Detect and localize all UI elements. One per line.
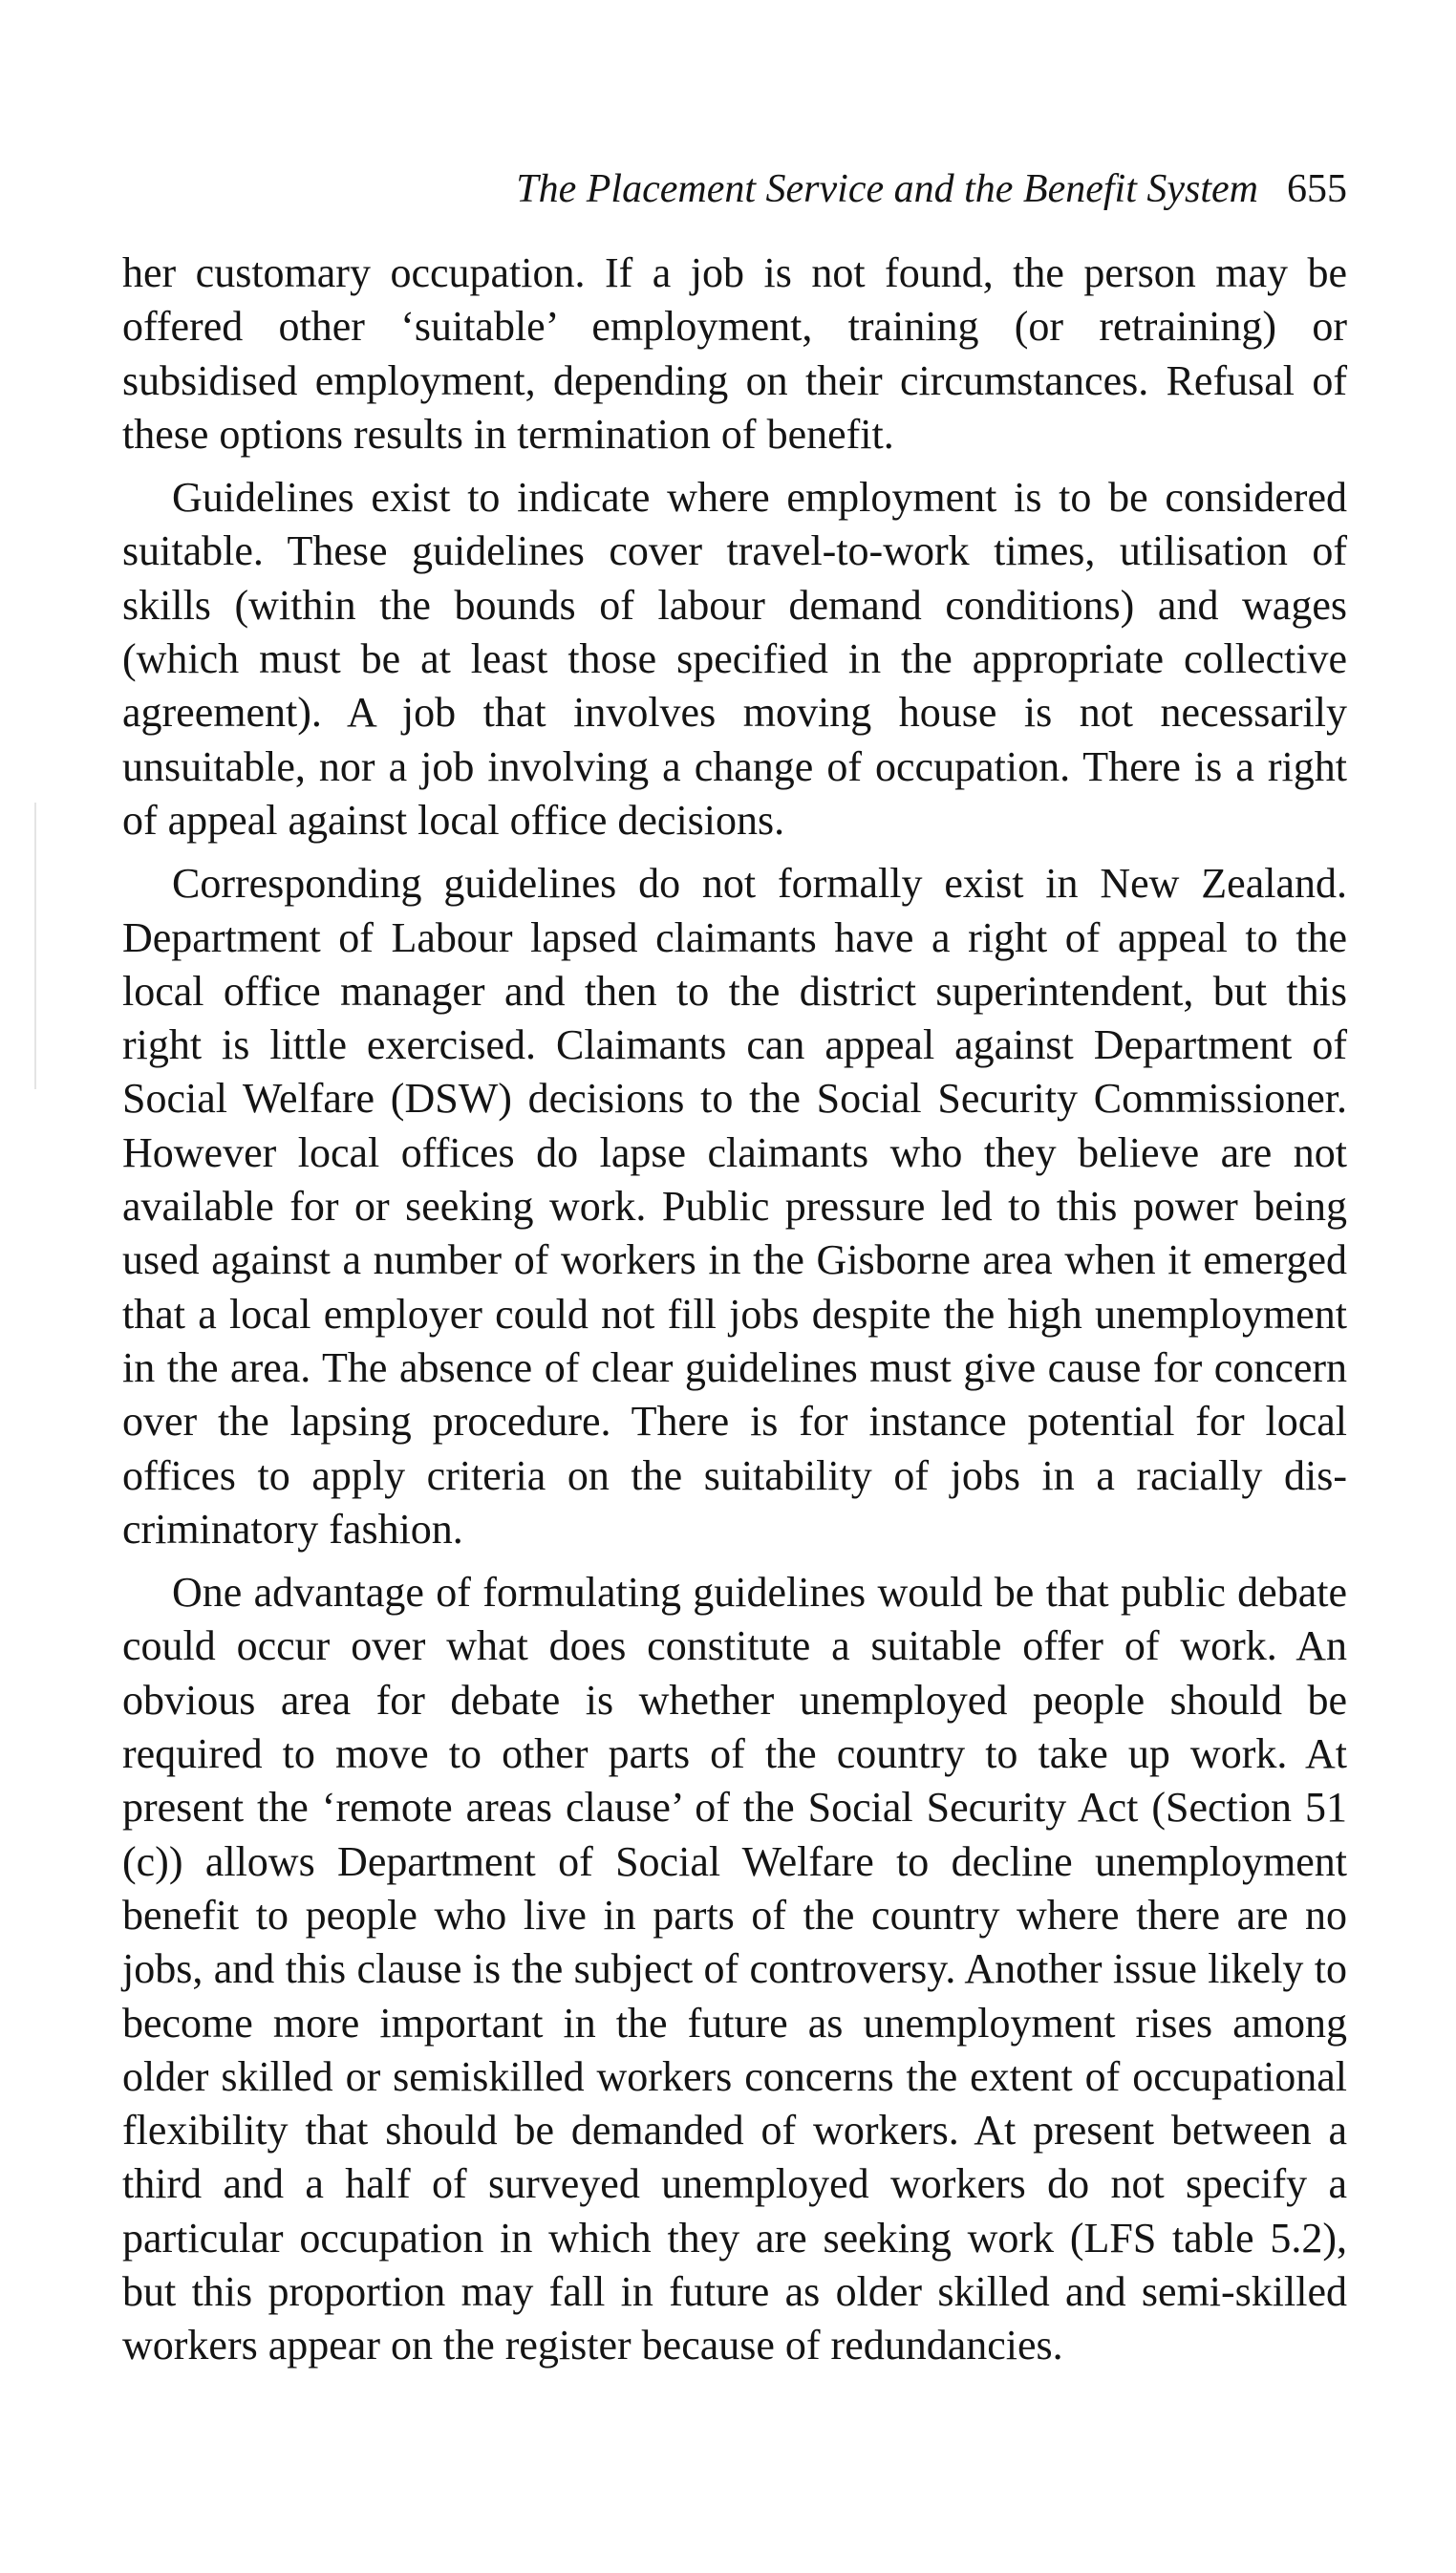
paragraph-new-zealand: Corresponding guidelines do not formally exist in New Zealand. Department of Labour lapsed claimants have a right of appeal to the local office manager and then to the district superintendent, but this right is little exercised. Claimants can appeal against Department of Social Welfare (DSW) decisions to the Social Security Commissioner. However local offices do lapse claimants who they believe are not available for or seeking work. Public pressure led to this power being used against a number of workers in the Gisborne area when it emerged that a local employer could not fill jobs despite the high unemployment in the area. The absence of clear guidelines must give cause for concern over the lapsing procedure. There is for instance potential for local offices to apply criteria on the suitability of jobs in a racially discriminatory fashion. bbox=[122, 860, 1347, 1553]
running-head-title: The Placement Service and the Benefit System bbox=[516, 167, 1258, 211]
running-head bbox=[122, 161, 1347, 218]
scan-margin-line bbox=[34, 803, 36, 1089]
page-number: 655 bbox=[1287, 167, 1347, 211]
paragraph-public-debate: One advantage of formulating guidelines would be that public debate could occur over what does constitute a suitable offer of work. An obvious area for debate is whether unemployed people should be required to move to other parts of the country to take up work. At present the ‘remote areas clause’ of the Social Security Act (Section 51 (c)) allows Department of Social Welfare to decline unemployment benefit to people who live in parts of the country where there are no jobs, and this clause is the subject of controversy. Another issue likely to become more important in the future as unemployment rises among older skilled or semiskilled workers concerns the extent of occupational flexibility that should be demanded of workers. At present between a third and a half of surveyed unemployed workers do not specify a particular occupation in which they are seeking work (LFS table 5.2), but this proportion may fall in future as older skilled and semi-skilled workers appear on the register because of redundancies. bbox=[122, 1569, 1347, 2369]
paragraph-guidelines: Guidelines exist to indicate where employment is to be considered suitable. These guidelines cover travel-to-work times, utilisation of skills (within the bounds of labour demand conditions) and wages (which must be at least those specified in the appropriate collective agreement). A job that involves moving house is not necessarily unsuitable, nor a job involving a change of occupation. There is a right of appeal against local office decisions. bbox=[122, 474, 1347, 844]
paragraph-continued: her customary occupation. If a job is not found, the person may be offered other ‘suitable’ employment, training (or retraining) or subsidised employment, depending on their circumstances. Refusal of these options results in termination of benefit. bbox=[122, 249, 1347, 458]
body-text bbox=[122, 247, 1347, 2383]
